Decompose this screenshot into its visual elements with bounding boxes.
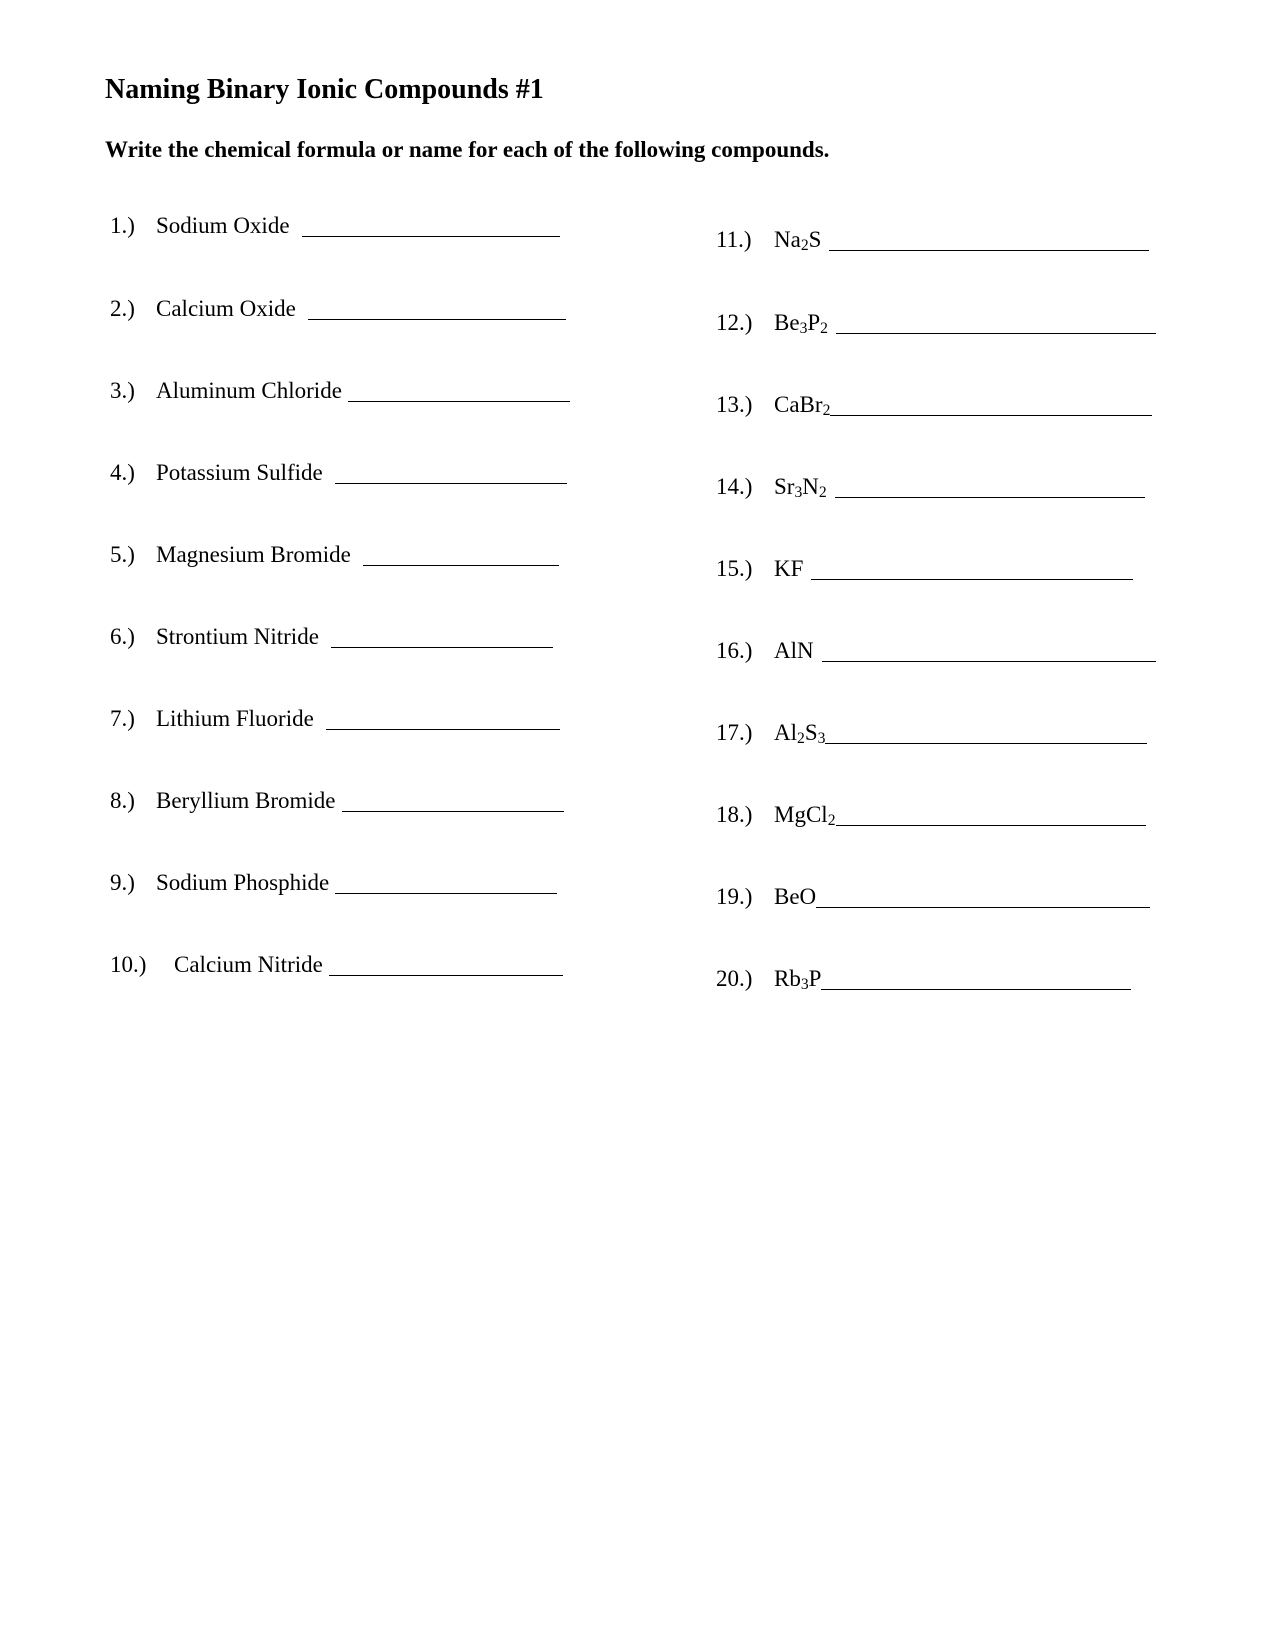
formula-subscript: 2 xyxy=(797,730,805,748)
answer-blank[interactable] xyxy=(308,318,566,320)
formula-subscript: 2 xyxy=(820,320,828,338)
question-number: 18.) xyxy=(716,802,753,827)
compound-name: Aluminum Chloride xyxy=(156,378,342,403)
formula-subscript: 3 xyxy=(817,730,826,748)
question-item xyxy=(716,884,1150,910)
formula-subscript: 3 xyxy=(794,484,803,502)
answer-blank[interactable] xyxy=(816,906,1150,908)
question-number: 7.) xyxy=(110,706,135,731)
question-number: 16.) xyxy=(716,638,753,663)
formula-subscript: 3 xyxy=(800,976,809,994)
question-item xyxy=(110,870,557,896)
question-number: 13.) xyxy=(716,392,753,417)
question-item xyxy=(716,392,1152,418)
question-number: 10.) xyxy=(110,952,147,977)
question-item xyxy=(110,706,560,732)
question-item xyxy=(716,720,1147,746)
answer-blank[interactable] xyxy=(329,974,563,976)
question-number: 4.) xyxy=(110,460,135,485)
question-item xyxy=(716,556,1133,582)
question-item xyxy=(110,378,570,404)
answer-blank[interactable] xyxy=(829,249,1149,251)
question-number: 15.) xyxy=(716,556,753,581)
question-item xyxy=(716,310,1156,336)
question-number: 17.) xyxy=(716,720,753,745)
formula-subscript: 2 xyxy=(800,237,809,255)
compound-formula: BeO xyxy=(774,884,817,909)
question-item xyxy=(716,638,1156,664)
compound-name: Beryllium Bromide xyxy=(156,788,336,813)
question-number: 20.) xyxy=(716,966,753,991)
compound-formula: AlN xyxy=(774,638,814,663)
formula-subscript: 3 xyxy=(799,320,808,338)
formula-subscript: 2 xyxy=(818,484,827,502)
answer-blank[interactable] xyxy=(342,810,564,812)
compound-formula: $Rb_3P$ xyxy=(774,966,822,994)
answer-blank[interactable] xyxy=(331,646,553,648)
compound-name: Calcium Nitride xyxy=(174,952,323,977)
compound-formula: $Na_2S$ xyxy=(774,227,822,255)
question-item xyxy=(110,788,564,814)
answer-blank[interactable] xyxy=(830,414,1152,416)
answer-blank[interactable] xyxy=(335,892,557,894)
compound-formula: MgCl$_2$ xyxy=(774,802,836,830)
worksheet-instructions: Write the chemical formula or name for each of the following compounds. xyxy=(105,137,830,162)
compound-formula: $Al_2S_3$ xyxy=(774,720,826,748)
question-number: 2.) xyxy=(110,296,135,321)
question-number: 11.) xyxy=(716,227,752,252)
compound-name: Lithium Fluoride xyxy=(156,706,314,731)
compound-name: Potassium Sulfide xyxy=(156,460,323,485)
compound-name: Sodium Oxide xyxy=(156,213,290,238)
compound-name: Magnesium Bromide xyxy=(156,542,351,567)
formula-subscript: 2 xyxy=(827,812,836,830)
worksheet-title: Naming Binary Ionic Compounds #1 xyxy=(105,74,544,105)
question-number: 3.) xyxy=(110,378,135,403)
question-item xyxy=(110,542,559,568)
question-number: 14.) xyxy=(716,474,753,499)
answer-blank[interactable] xyxy=(821,988,1131,990)
question-item xyxy=(110,952,563,978)
answer-blank[interactable] xyxy=(836,824,1146,826)
answer-blank[interactable] xyxy=(363,564,559,566)
answer-blank[interactable] xyxy=(348,400,570,402)
question-item xyxy=(716,802,1146,828)
answer-blank[interactable] xyxy=(335,482,567,484)
question-number: 19.) xyxy=(716,884,753,909)
compound-formula: KF xyxy=(774,556,804,581)
question-number: 5.) xyxy=(110,542,135,567)
formula-subscript: 2 xyxy=(822,402,831,420)
question-item xyxy=(716,474,1145,500)
answer-blank[interactable] xyxy=(825,742,1147,744)
compound-formula: $Be_3P_2$ xyxy=(774,310,828,338)
question-number: 6.) xyxy=(110,624,135,649)
compound-name: Calcium Oxide xyxy=(156,296,296,321)
question-item xyxy=(716,227,1149,253)
question-number: 8.) xyxy=(110,788,135,813)
question-item xyxy=(110,460,567,486)
question-number: 1.) xyxy=(110,213,135,238)
question-item xyxy=(110,296,566,322)
answer-blank[interactable] xyxy=(836,332,1156,334)
answer-blank[interactable] xyxy=(822,660,1156,662)
answer-blank[interactable] xyxy=(811,578,1133,580)
compound-name: Sodium Phosphide xyxy=(156,870,330,895)
question-number: 9.) xyxy=(110,870,135,895)
compound-formula: $Sr_3N_2$ xyxy=(774,474,827,502)
question-item xyxy=(110,213,560,239)
answer-blank[interactable] xyxy=(326,728,560,730)
answer-blank[interactable] xyxy=(835,496,1145,498)
answer-blank[interactable] xyxy=(302,235,560,237)
question-item xyxy=(110,624,553,650)
compound-name: Strontium Nitride xyxy=(156,624,319,649)
compound-formula: CaBr$_2$ xyxy=(774,392,831,420)
question-number: 12.) xyxy=(716,310,753,335)
question-item xyxy=(716,966,1131,992)
